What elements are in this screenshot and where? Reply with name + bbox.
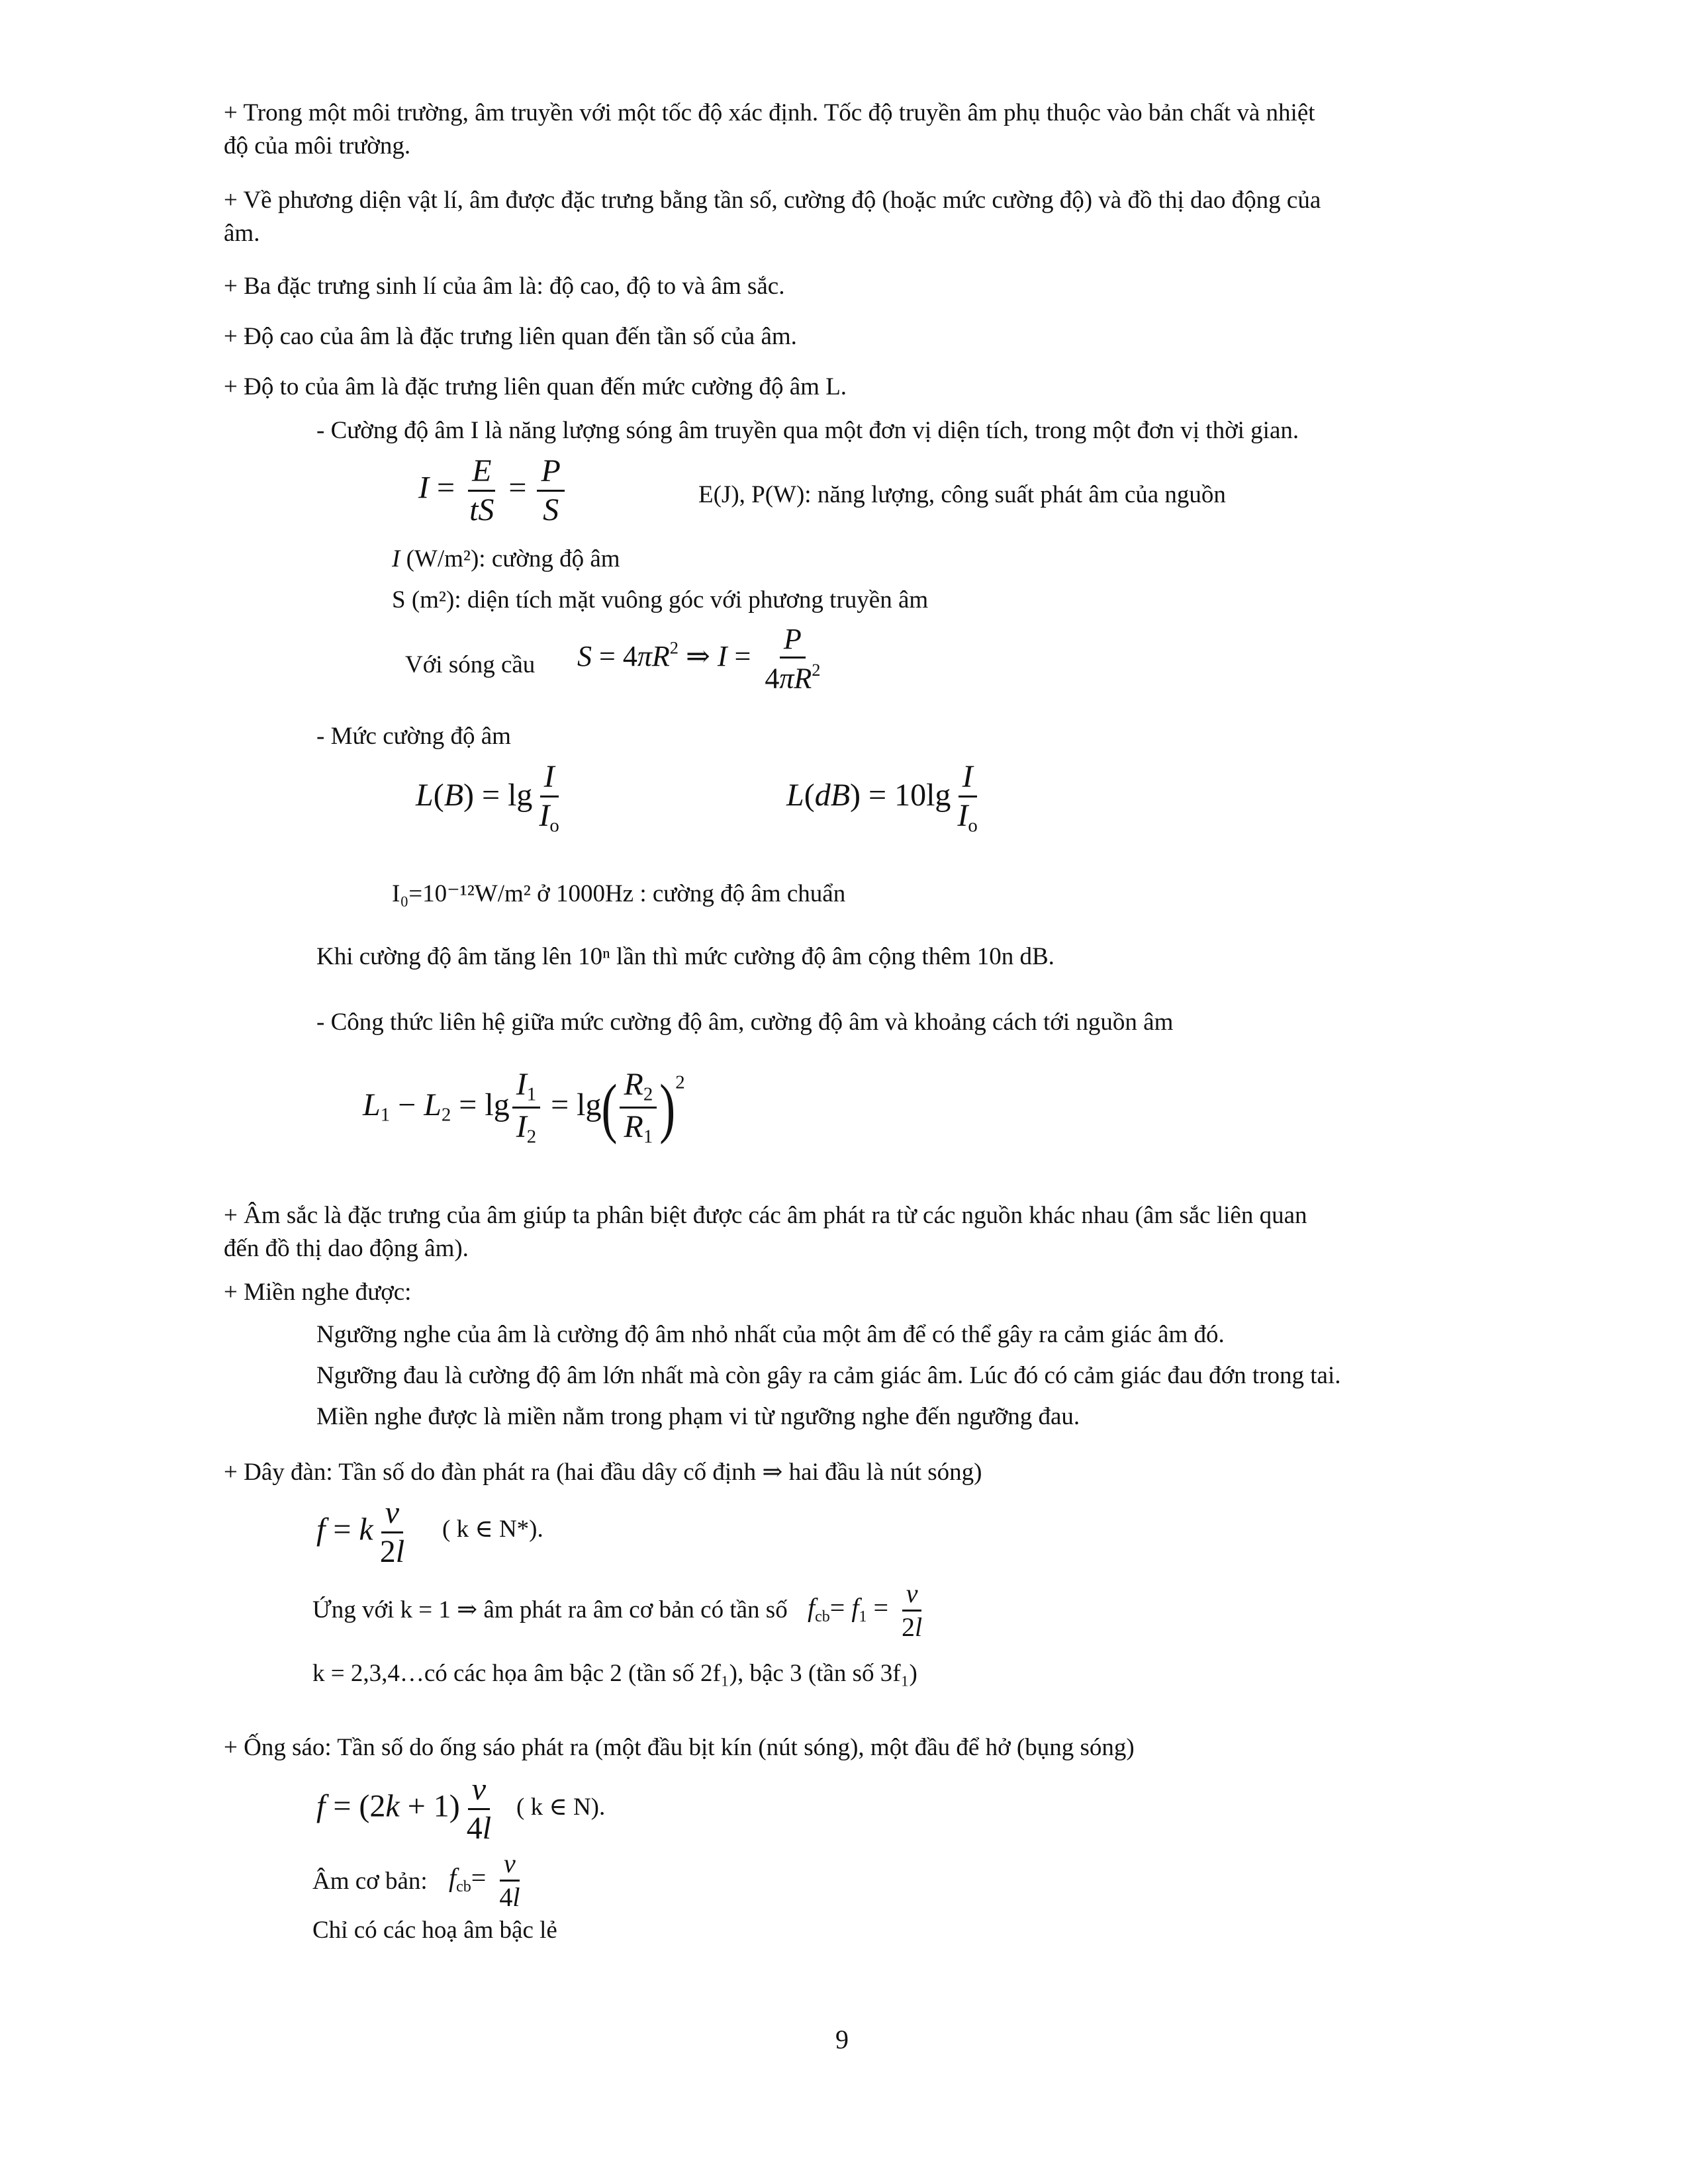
intensity-unit-line: I (W/m²): cường độ âm (392, 545, 620, 572)
para-loudness: + Độ to của âm là đặc trưng liên quan đến mức cường độ âm L. (224, 373, 847, 400)
intensity-unit: (W/m²): cường độ âm (406, 545, 620, 572)
pipe-odd-harmonics: Chỉ có các hoạ âm bậc lẻ (312, 1917, 557, 1944)
pipe-heading: + Ống sáo: Tần số do ống sáo phát ra (một đầu bịt kín (nút sóng), một đầu để hở (bụng sóng) (224, 1734, 1135, 1761)
para-physical-line2: âm. (224, 220, 260, 247)
hearing-threshold: Ngưỡng nghe của âm là cường độ âm nhỏ nhất của một âm để có thể gây ra cảm giác âm đó. (316, 1321, 1225, 1348)
formula-pipe-fundamental: $f_{cb}=$ $\frac{v}{4l}$ (449, 1848, 520, 1912)
relation-heading: - Công thức liên hệ giữa mức cường độ âm, cường độ âm và khoảng cách tới nguồn âm (316, 1009, 1174, 1036)
string-heading: + Dây đàn: Tần số do đàn phát ra (hai đầu dây cố định ⇒ hai đầu là nút sóng) (224, 1459, 982, 1486)
hearing-heading: + Miền nghe được: (224, 1279, 412, 1306)
formula-string: f = k $\frac{v}{2l}$ (316, 1495, 405, 1569)
pain-threshold: Ngưỡng đau là cường độ âm lớn nhất mà còn gây ra cảm giác âm. Lúc đó có cảm giác đau đớn trong tai. (316, 1362, 1341, 1389)
page-number: 9 (835, 2025, 849, 2054)
formula-sphere: $S = 4\pi R^2$ ⇒ I = $\frac{P}{4\pi R^2}$ (577, 623, 821, 695)
para-pitch: + Độ cao của âm là đặc trưng liên quan đến tần số của âm. (224, 323, 797, 350)
para-physiological: + Ba đặc trưng sinh lí của âm là: độ cao, độ to và âm sắc. (224, 273, 785, 300)
string-k-domain: ( k ∈ N*). (442, 1516, 543, 1543)
para-speed-line2: độ của môi trường. (224, 132, 411, 159)
formula-relation: $L_1 - L_2 = \lg$ $\frac{I_1}{I_2}$ = lg( $\frac{R_2}{R_1}$ )$^2$ (363, 1067, 685, 1148)
para-speed-line1: + Trong một môi trường, âm truyền với một tốc độ xác định. Tốc độ truyền âm phụ thuộc vào bản chất và nhiệt (224, 99, 1315, 126)
area-unit: S (m²): diện tích mặt vuông góc với phương truyền âm (392, 586, 929, 614)
increase-note: Khi cường độ âm tăng lên 10ⁿ lần thì mức cường độ âm cộng thêm 10n dB. (316, 943, 1055, 970)
pipe-k-domain: ( k ∈ N). (516, 1794, 606, 1821)
audible-range: Miền nghe được là miền nằm trong phạm vi từ ngưỡng nghe đến ngưỡng đau. (316, 1403, 1080, 1430)
formula-intensity: I = $\frac{E}{tS}$ = $\frac{P}{S}$ (418, 455, 567, 526)
formula-string-fundamental: $f_{cb}= f_1$ = $\frac{v}{2l}$ (808, 1578, 923, 1642)
para-intensity-def: - Cường độ âm I là năng lượng sóng âm truyền qua một đơn vị diện tích, trong một đơn vị thời gian. (316, 417, 1299, 444)
level-heading: - Mức cường độ âm (316, 723, 511, 750)
timbre-line2: đến đồ thị dao động âm). (224, 1235, 469, 1262)
para-physical-line1: + Về phương diện vật lí, âm được đặc trưng bằng tần số, cường độ (hoặc mức cường độ) và đồ thị dao động của (224, 187, 1321, 214)
formula-level-bel: L(B) = lg $\frac{I}{I_o}$ (416, 759, 559, 837)
formula-level-db: L(dB) = 10lg $\frac{I}{I_o}$ (786, 759, 978, 837)
sphere-prefix: Với sóng cầu (405, 651, 536, 678)
string-harmonics: k = 2,3,4…có các họa âm bậc 2 (tần số 2f₁), bậc 3 (tần số 3f₁) (312, 1660, 917, 1687)
energy-note: E(J), P(W): năng lượng, công suất phát âm của nguồn (698, 481, 1226, 508)
string-fundamental-prefix: Ứng với k = 1 ⇒ âm phát ra âm cơ bản có tần số (312, 1596, 788, 1623)
pipe-fundamental-prefix: Âm cơ bản: (312, 1868, 428, 1895)
reference-intensity: I₀=10⁻¹²W/m² ở 1000Hz : cường độ âm chuẩn (392, 880, 846, 907)
formula-pipe: f = (2k + 1) $\frac{v}{4l}$ (316, 1772, 492, 1846)
timbre-line1: + Âm sắc là đặc trưng của âm giúp ta phân biệt được các âm phát ra từ các nguồn khác nhau (âm sắc liên quan (224, 1202, 1307, 1229)
